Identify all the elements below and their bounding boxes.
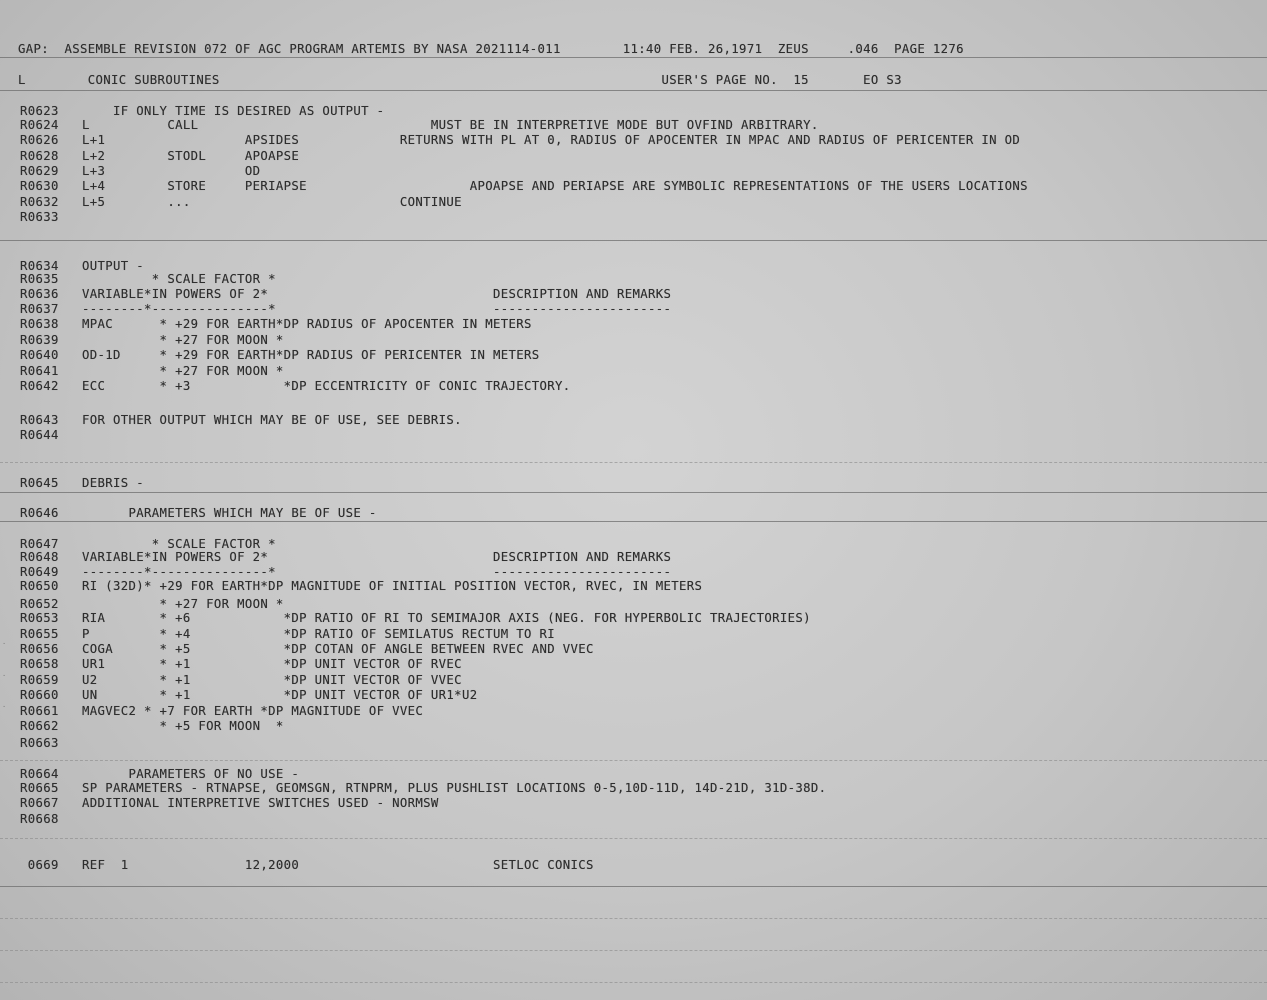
listing-line: R0663 <box>20 736 59 750</box>
listing-line: R0626 L+1 APSIDES RETURNS WITH PL AT 0, RADIUS OF APOCENTER IN MPAC AND RADIUS OF PERICENTER IN OD <box>20 133 1021 147</box>
listing-line: R0635 * SCALE FACTOR * <box>20 272 276 286</box>
listing-line: R0643 FOR OTHER OUTPUT WHICH MAY BE OF USE, SEE DEBRIS. <box>20 413 462 427</box>
listing-line: R0646 PARAMETERS WHICH MAY BE OF USE - <box>20 506 377 520</box>
listing-line: R0641 * +27 FOR MOON * <box>20 364 284 378</box>
listing-line: R0649 --------*---------------* ----------------------- <box>20 565 672 579</box>
header-line: GAP: ASSEMBLE REVISION 072 OF AGC PROGRAM ARTEMIS BY NASA 2021114-011 11:40 FEB. 26,1971 ZEUS .046 PAGE 1276 <box>18 42 964 56</box>
margin-mark: · <box>2 640 7 648</box>
listing-line: R0623 IF ONLY TIME IS DESIRED AS OUTPUT - <box>20 104 385 118</box>
listing-line: 0669 REF 1 12,2000 SETLOC CONICS <box>20 858 594 872</box>
listing-line: R0638 MPAC * +29 FOR EARTH*DP RADIUS OF APOCENTER IN METERS <box>20 317 532 331</box>
listing-line: R0659 U2 * +1 *DP UNIT VECTOR OF VVEC <box>20 673 462 687</box>
listing-line: R0661 MAGVEC2 * +7 FOR EARTH *DP MAGNITUDE OF VVEC <box>20 704 424 718</box>
margin-mark: · <box>2 703 7 711</box>
listing-line: R0636 VARIABLE*IN POWERS OF 2* DESCRIPTION AND REMARKS <box>20 287 672 301</box>
listing-line: R0652 * +27 FOR MOON * <box>20 597 284 611</box>
subheader-line: L CONIC SUBROUTINES USER'S PAGE NO. 15 EO S3 <box>18 73 902 87</box>
listing-line: R0668 <box>20 812 59 826</box>
listing-line: R0630 L+4 STORE PERIAPSE APOAPSE AND PERIAPSE ARE SYMBOLIC REPRESENTATIONS OF THE USERS LOCATIONS <box>20 179 1028 193</box>
listing-line: R0640 OD-1D * +29 FOR EARTH*DP RADIUS OF PERICENTER IN METERS <box>20 348 540 362</box>
listing-line: R0624 L CALL MUST BE IN INTERPRETIVE MODE BUT OVFIND ARBITRARY. <box>20 118 819 132</box>
listing-line: R0667 ADDITIONAL INTERPRETIVE SWITCHES USED - NORMSW <box>20 796 439 810</box>
listing-line: R0664 PARAMETERS OF NO USE - <box>20 767 300 781</box>
listing-line: R0665 SP PARAMETERS - RTNAPSE, GEOMSGN, RTNPRM, PLUS PUSHLIST LOCATIONS 0-5,10D-11D, 14D-21D, 31D-38D. <box>20 781 827 795</box>
listing-line: R0639 * +27 FOR MOON * <box>20 333 284 347</box>
listing-line: R0658 UR1 * +1 *DP UNIT VECTOR OF RVEC <box>20 657 462 671</box>
listing-line: R0660 UN * +1 *DP UNIT VECTOR OF UR1*U2 <box>20 688 478 702</box>
listing-line: R0650 RI (32D)* +29 FOR EARTH*DP MAGNITUDE OF INITIAL POSITION VECTOR, RVEC, IN METERS <box>20 579 703 593</box>
listing-line: R0642 ECC * +3 *DP ECCENTRICITY OF CONIC TRAJECTORY. <box>20 379 571 393</box>
listing-line: R0644 <box>20 428 59 442</box>
listing-line: R0656 COGA * +5 *DP COTAN OF ANGLE BETWEEN RVEC AND VVEC <box>20 642 594 656</box>
listing-line: R0628 L+2 STODL APOAPSE <box>20 149 300 163</box>
listing-line: R0629 L+3 OD <box>20 164 261 178</box>
listing-line: R0634 OUTPUT - <box>20 259 145 273</box>
listing-line: R0653 RIA * +6 *DP RATIO OF RI TO SEMIMAJOR AXIS (NEG. FOR HYPERBOLIC TRAJECTORIES) <box>20 611 811 625</box>
listing-line: R0647 * SCALE FACTOR * <box>20 537 276 551</box>
listing-line: R0662 * +5 FOR MOON * <box>20 719 284 733</box>
listing-line: R0645 DEBRIS - <box>20 476 145 490</box>
listing-line: R0655 P * +4 *DP RATIO OF SEMILATUS RECTUM TO RI <box>20 627 555 641</box>
listing-line: R0632 L+5 ... CONTINUE <box>20 195 462 209</box>
margin-mark: · <box>2 672 7 680</box>
listing-line: R0637 --------*---------------* ----------------------- <box>20 302 672 316</box>
listing-line: R0633 <box>20 210 59 224</box>
listing-line: R0648 VARIABLE*IN POWERS OF 2* DESCRIPTION AND REMARKS <box>20 550 672 564</box>
